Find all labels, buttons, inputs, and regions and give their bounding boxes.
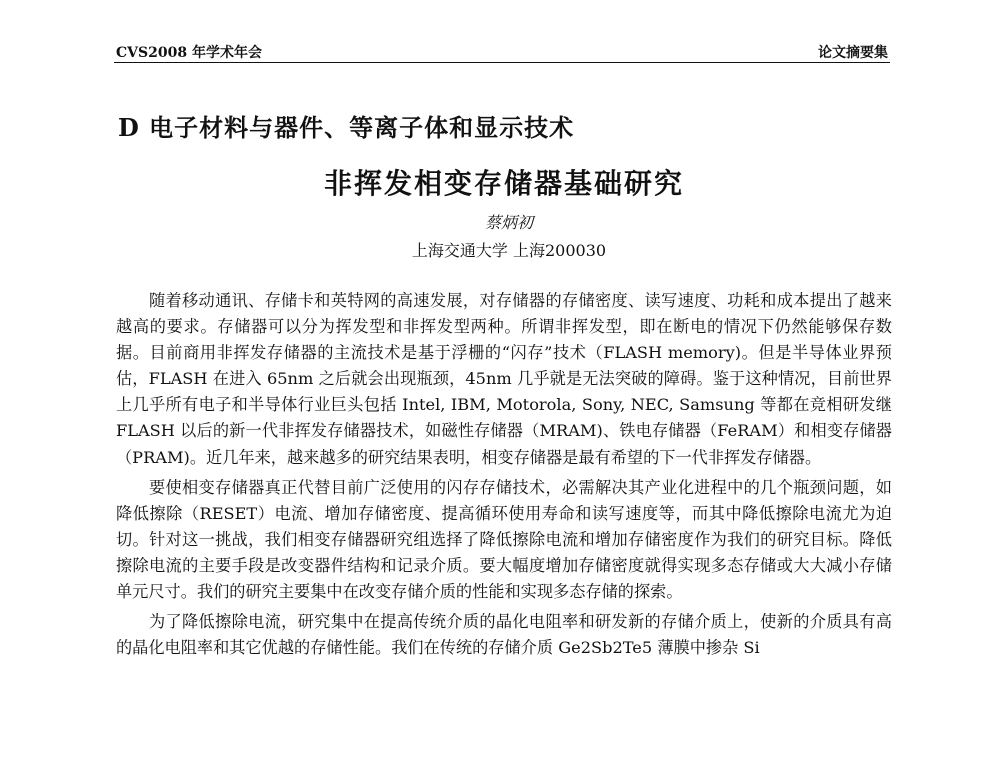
abstract-body xyxy=(116,288,892,665)
paragraph-3: 为了降低擦除电流，研究集中在提高传统介质的晶化电阻率和研发新的存储介质上，使新的介质具有高的晶化电阻率和其它优越的存储性能。我们在传统的存储介质 Ge2Sb2Te5 薄膜中掺杂 Si xyxy=(116,612,892,658)
author-affiliation: 上海交通大学 上海200030 xyxy=(411,241,607,260)
paragraph-2: 要使相变存储器真正代替目前广泛使用的闪存存储技术，必需解决其产业化进程中的几个瓶颈问题，如降低擦除（RESET）电流、增加存储密度、提高循环使用寿命和读写速度等，而其中降低擦除电流尤为迫切。针对这一挑战，我们相变存储器研究组选择了降低擦除电流和增加存储密度作为我们的研究目标。降低擦除电流的主要手段是改变器件结构和记录介质。要大幅度增加存储密度就得实现多态存储或大大减小存储单元尺寸。我们的研究主要集中在改变存储介质的性能和实现多态存储的探索。 xyxy=(116,477,892,602)
proceedings-label: 论文摘要集 xyxy=(818,45,888,61)
paragraph-1: 随着移动通讯、存储卡和英特网的高速发展，对存储器的存储密度、读写速度、功耗和成本提出了越来越高的要求。存储器可以分为挥发型和非挥发型两种。所谓非挥发型，即在断电的情况下仍然能够保存数据。目前商用非挥发存储器的主流技术是基于浮栅的“闪存”技术（FLASH memory)。但是半导体业界预估，FLASH 在进入 65nm 之后就会出现瓶颈，45nm 几乎就是无法突破的障碍。鉴于这种情况，目前世界上几乎所有电子和半导体行业巨头包括 Intel, IBM, Motorola, Sony, NEC, Samsung 等都在竞相研发继 FLASH 以后的新一代非挥发存储器技术，如磁性存储器（MRAM)、铁电存储器（FeRAM）和相变存储器（PRAM)。近几年来，越来越多的研究结果表明，相变存储器是最有希望的下一代非挥发存储器。 xyxy=(116,291,892,467)
conference-name: CVS2008 年学术年会 xyxy=(116,45,262,61)
running-header xyxy=(114,40,890,63)
author-name: 蔡炳初 xyxy=(484,213,533,232)
section-heading: D 电子材料与器件、等离子体和显示技术 xyxy=(118,113,575,142)
paper-title: 非挥发相变存储器基础研究 xyxy=(323,167,684,200)
